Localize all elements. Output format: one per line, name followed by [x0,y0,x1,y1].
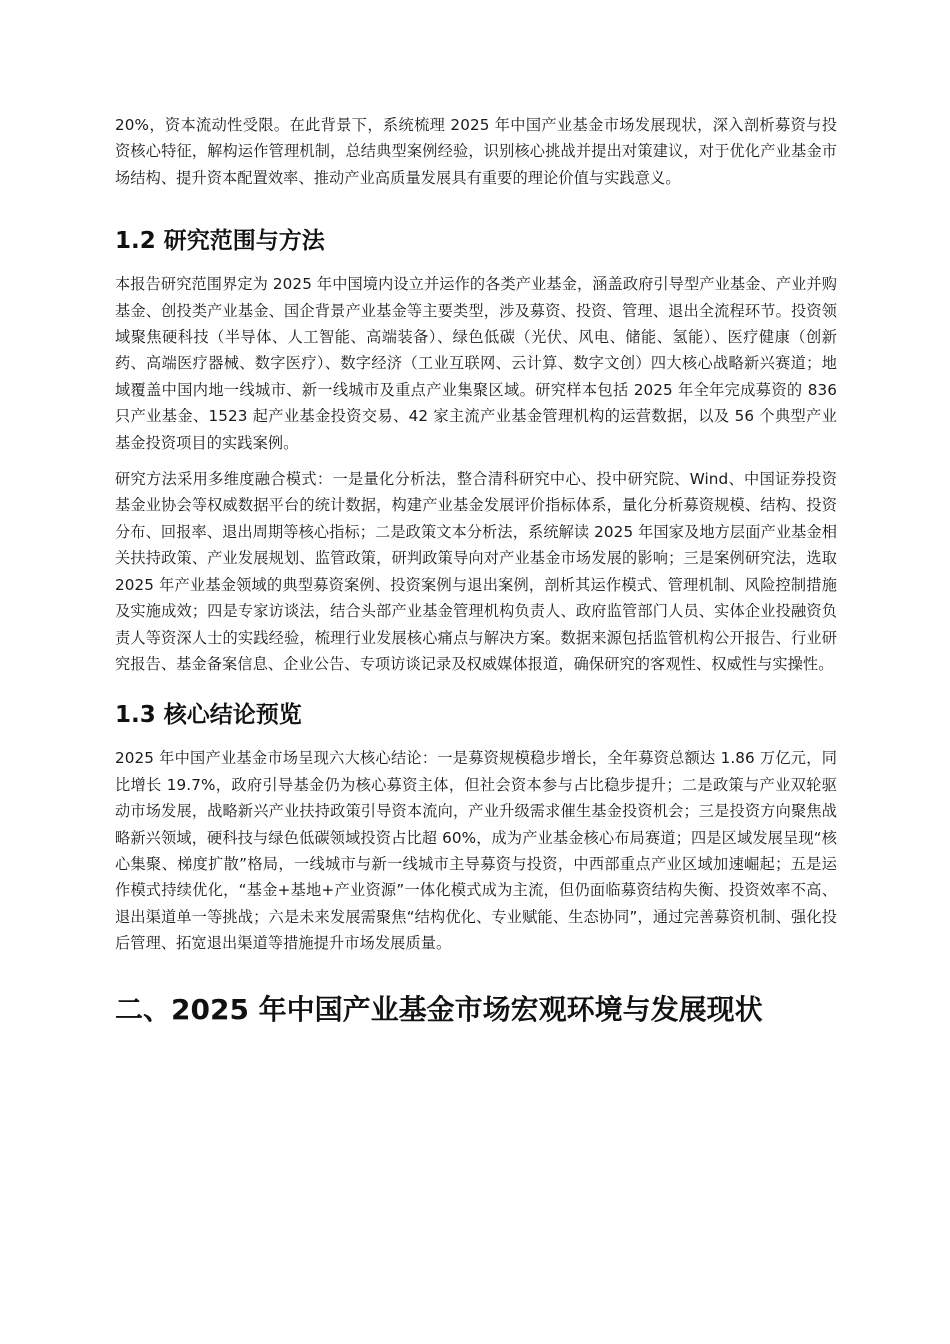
section-1-2-heading: 1.2 研究范围与方法 [115,228,325,255]
section-1-2-paragraph-2: 研究方法采用多维度融合模式：一是量化分析法，整合清科研究中心、投中研究院、Wind、中国证券投资基金业协会等权威数据平台的统计数据，构建产业基金发展评价指标体系，量化分析募资规模、结构、投资分布、回报率、退出周期等核心指标；二是政策文本分析法，系统解读 2025 年国家及地方层面产业基金相关扶持政策、产业发展规划、监管政策，研判政策导向对产业基金市场发展的影响；三是案例研究法，选取 2025 年产业基金领域的典型募资案例、投资案例与退出案例，剖析其运作模式、管理机制、风险控制措施及实施成效；四是专家访谈法，结合头部产业基金管理机构负责人、政府监管部门人员、实体企业投融资负责人等资深人士的实践经验，梳理行业发展核心痛点与解决方案。数据来源包括监管机构公开报告、行业研究报告、基金备案信息、企业公告、专项访谈记录及权威媒体报道，确保研究的客观性、权威性与实操性。 [115,470,837,673]
section-1-3-paragraph-1: 2025 年中国产业基金市场呈现六大核心结论：一是募资规模稳步增长，全年募资总额达 1.86 万亿元，同比增长 19.7%，政府引导基金仍为核心募资主体，但社会资本参与占比稳步提升；二是政策与产业双轮驱动市场发展，战略新兴产业扶持政策引导资本流向，产业升级需求催生基金投资机会；三是投资方向聚焦战略新兴领域，硬科技与绿色低碳领域投资占比超 60%，成为产业基金核心布局赛道；四是区域发展呈现“核心集聚、梯度扩散”格局，一线城市与新一线城市主导募资与投资，中西部重点产业区域加速崛起；五是运作模式持续优化，“基金+基地+产业资源”一体化模式成为主流，但仍面临募资结构失衡、投资效率不高、退出渠道单一等挑战；六是未来发展需聚焦“结构优化、专业赋能、生态协同”，通过完善募资机制、强化投后管理、拓宽退出渠道等措施提升市场发展质量。 [115,749,837,953]
chapter-2-heading: 二、2025 年中国产业基金市场宏观环境与发展现状 [115,992,763,1026]
paragraph-spacer [115,456,837,466]
intro-continuation-paragraph: 20%，资本流动性受限。在此背景下，系统梳理 2025 年中国产业基金市场发展现状，深入剖析募资与投资核心特征，解构运作管理机制，总结典型案例经验，识别核心挑战并提出对策建议，对于优化产业基金市场结构、提升资本配置效率、推动产业高质量发展具有重要的理论价值与实践意义。 [115,116,837,187]
section-1-3-heading: 1.3 核心结论预览 [115,702,302,729]
document-page [115,112,837,1029]
section-1-2-paragraph-1: 本报告研究范围界定为 2025 年中国境内设立并运作的各类产业基金，涵盖政府引导型产业基金、产业并购基金、创投类产业基金、国企背景产业基金等主要类型，涉及募资、投资、管理、退出全流程环节。投资领域聚焦硬科技（半导体、人工智能、高端装备）、绿色低碳（光伏、风电、储能、氢能）、医疗健康（创新药、高端医疗器械、数字医疗）、数字经济（工业互联网、云计算、数字文创）四大核心战略新兴赛道；地域覆盖中国内地一线城市、新一线城市及重点产业集聚区域。研究样本包括 2025 年全年完成募资的 836 只产业基金、1523 起产业基金投资交易、42 家主流产业基金管理机构的运营数据，以及 56 个典型产业基金投资项目的实践案例。 [115,275,837,452]
